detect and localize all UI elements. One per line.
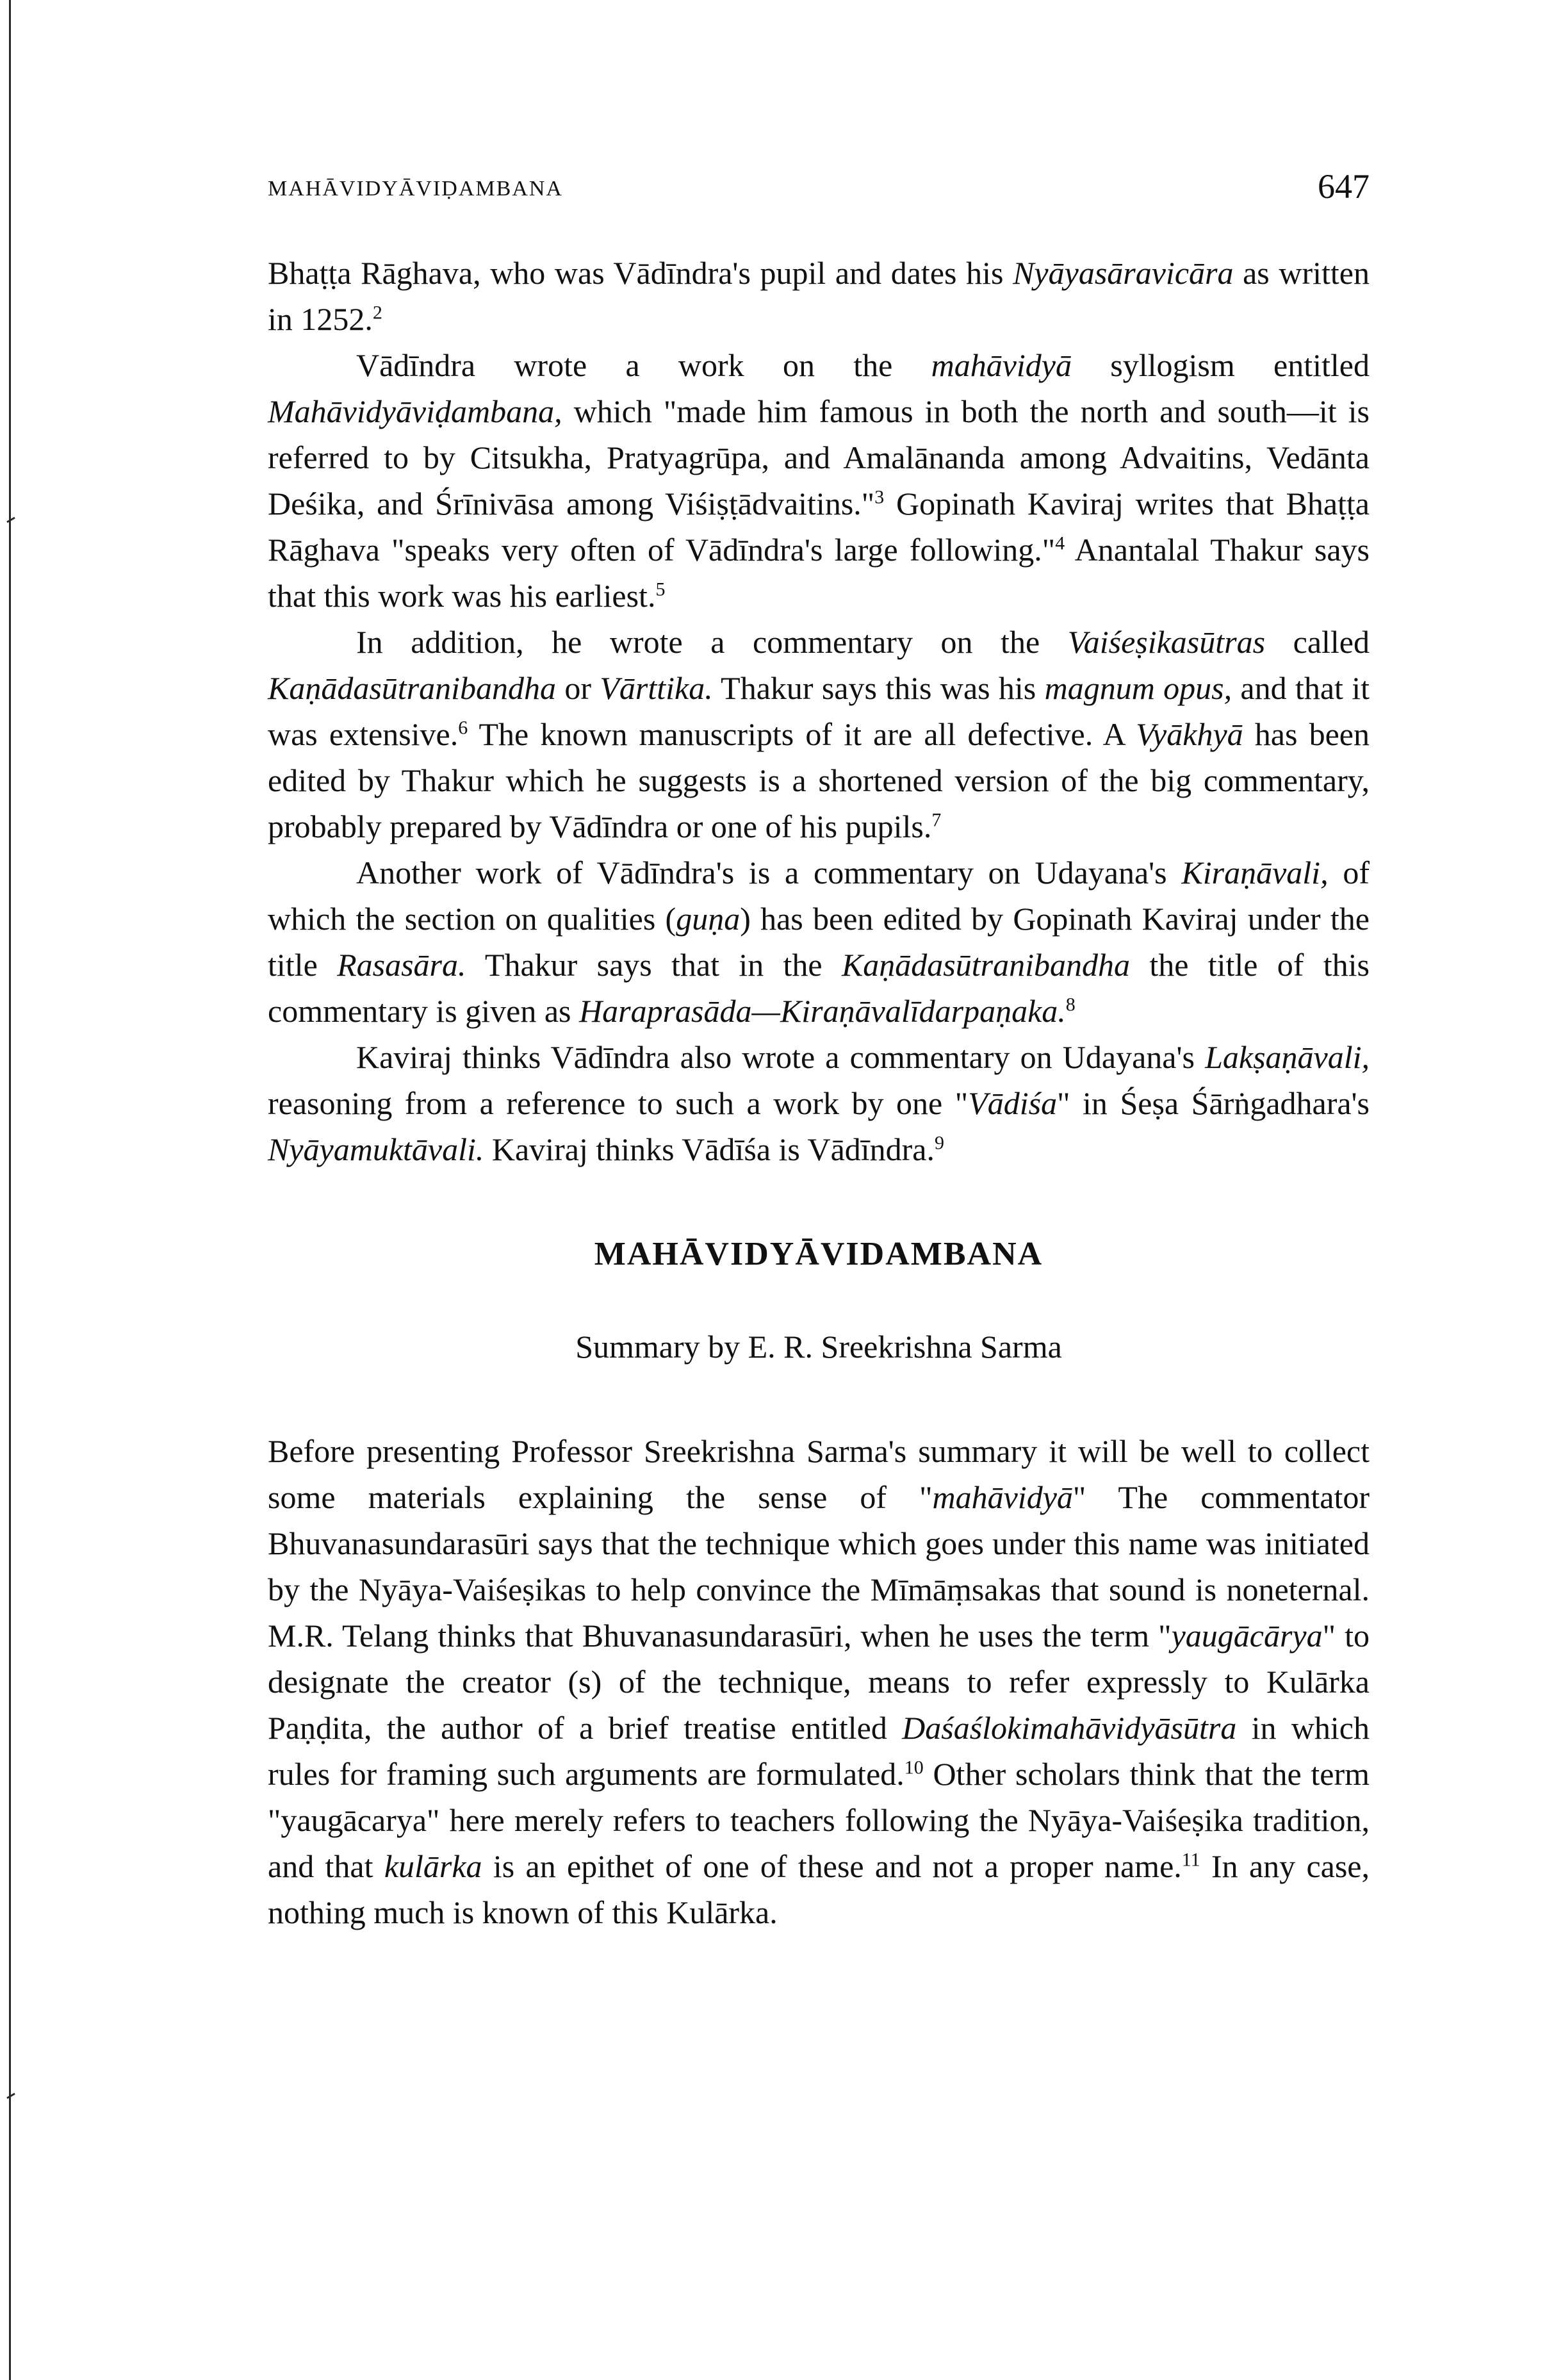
work-title: Kaṇādasūtranibandha — [841, 947, 1130, 983]
work-title: Rasasāra. — [337, 947, 466, 983]
footnote-marker: 4 — [1055, 532, 1065, 554]
work-title: Kaṇādasūtranibandha — [268, 670, 557, 706]
work-title: Nyāyamuktāvali. — [268, 1131, 484, 1167]
footnote-marker: 11 — [1181, 1849, 1200, 1871]
paragraph: In addition, he wrote a commentary on the Vaiśeṣikasūtras called Kaṇādasūtranibandha or Vārttika. Thakur says this was his magnum opus, and that it was extensive.$^6$ The known manuscripts of it are all defective. A Vyākhyā has been edited by Thakur which he suggests is a shortened version of the big commentary, probably prepared by Vādīndra or one of his pupils.$^7$ — [268, 624, 1370, 844]
paragraph: Vādīndra wrote a work on the mahāvidyā syllogism entitled Mahāvidyāviḍambana, which "made him famous in both the north and south—it is referred to by Citsukha, Pratyagrūpa, and Amalānanda among Advaitins, Vedānta Deśika, and Śrīnivāsa among Viśiṣṭādvaitins."$^3$ Gopinath Kaviraj writes that Bhaṭṭa Rāghava "speaks very often of Vādīndra's large following."$^4$ Anantalal Thakur says that this work was his earliest.$^5$ — [268, 347, 1370, 614]
work-title: Kiraṇāvali, — [1181, 855, 1329, 890]
work-title: Vārttika. — [600, 670, 713, 706]
footnote-marker: 2 — [372, 302, 382, 324]
paragraph: Kaviraj thinks Vādīndra also wrote a commentary on Udayana's Lakṣaṇāvali, reasoning from a reference to such a work by one "Vādiśa" in Śeṣa Śārṅgadhara's Nyāyamuktāvali. Kaviraj thinks Vādīśa is Vādīndra.$^9$ — [268, 1039, 1370, 1167]
work-title: Daśaślokimahāvidyāsūtra — [902, 1710, 1237, 1746]
section-subtitle: Summary by E. R. Sreekrishna Sarma — [575, 1329, 1062, 1365]
work-title: Vaiśeṣikasūtras — [1067, 624, 1266, 660]
running-title: MAHĀVIDYĀVIḌAMBANA — [268, 177, 563, 201]
book-page — [268, 154, 1370, 1935]
work-title: Vyākhyā — [1136, 716, 1243, 752]
binding-edge — [9, 0, 11, 2380]
footnote-marker: 8 — [1065, 994, 1076, 1015]
work-title: Haraprasāda—Kiraṇāvalīdarpaṇaka. — [579, 993, 1066, 1029]
work-title: Mahāvidyāviḍambana, — [268, 393, 562, 429]
page-number: 647 — [1318, 167, 1370, 206]
binding-mark — [6, 517, 15, 523]
paragraph: Another work of Vādīndra's is a commentary on Udayana's Kiraṇāvali, of which the section on qualities (guṇa) has been edited by Gopinath Kaviraj under the title Rasasāra. Thakur says that in the Kaṇādasūtranibandha the title of this commentary is given as Haraprasāda—Kiraṇāvalīdarpaṇaka.$^8$ — [268, 855, 1370, 1029]
work-title: Nyāyasāravicāra — [1013, 255, 1234, 291]
paragraph: Bhaṭṭa Rāghava, who was Vādīndra's pupil and dates his Nyāyasāravicāra as written in 1252.$^2$ — [268, 255, 1370, 337]
binding-mark — [6, 2093, 15, 2099]
paragraph: Before presenting Professor Sreekrishna Sarma's summary it will be well to collect some materials explaining the sense of "mahāvidyā" The commentator Bhuvanasundarasūri says that the technique which goes under this name was initiated by the Nyāya-Vaiśeṣikas to help convince the Mīmāṃsakas that sound is noneternal. M.R. Telang thinks that Bhuvanasundarasūri, when he uses the term "yaugācārya" to designate the creator (s) of the technique, means to refer expressly to Kulārka Paṇḍita, the author of a brief treatise entitled Daśaślokimahāvidyāsūtra in which rules for framing such arguments are formulated.$^{10}$ Other scholars think that the term "yaugācarya" here merely refers to teachers following the Nyāya-Vaiśeṣika tradition, and that kulārka is an epithet of one of these and not a proper name.$^{11}$ In any case, nothing much is known of this Kulārka. — [268, 1433, 1370, 1930]
section-title: MAHĀVIDYĀVIDAMBANA — [594, 1236, 1043, 1272]
footnote-marker: 3 — [874, 486, 885, 508]
footnote-marker: 5 — [655, 579, 666, 600]
footnote-marker: 9 — [935, 1132, 944, 1154]
footnote-marker: 10 — [904, 1757, 924, 1778]
work-title: Lakṣaṇāvali, — [1205, 1039, 1370, 1075]
running-head — [268, 154, 1370, 211]
footnote-marker: 6 — [458, 717, 468, 739]
footnote-marker: 7 — [931, 809, 942, 831]
